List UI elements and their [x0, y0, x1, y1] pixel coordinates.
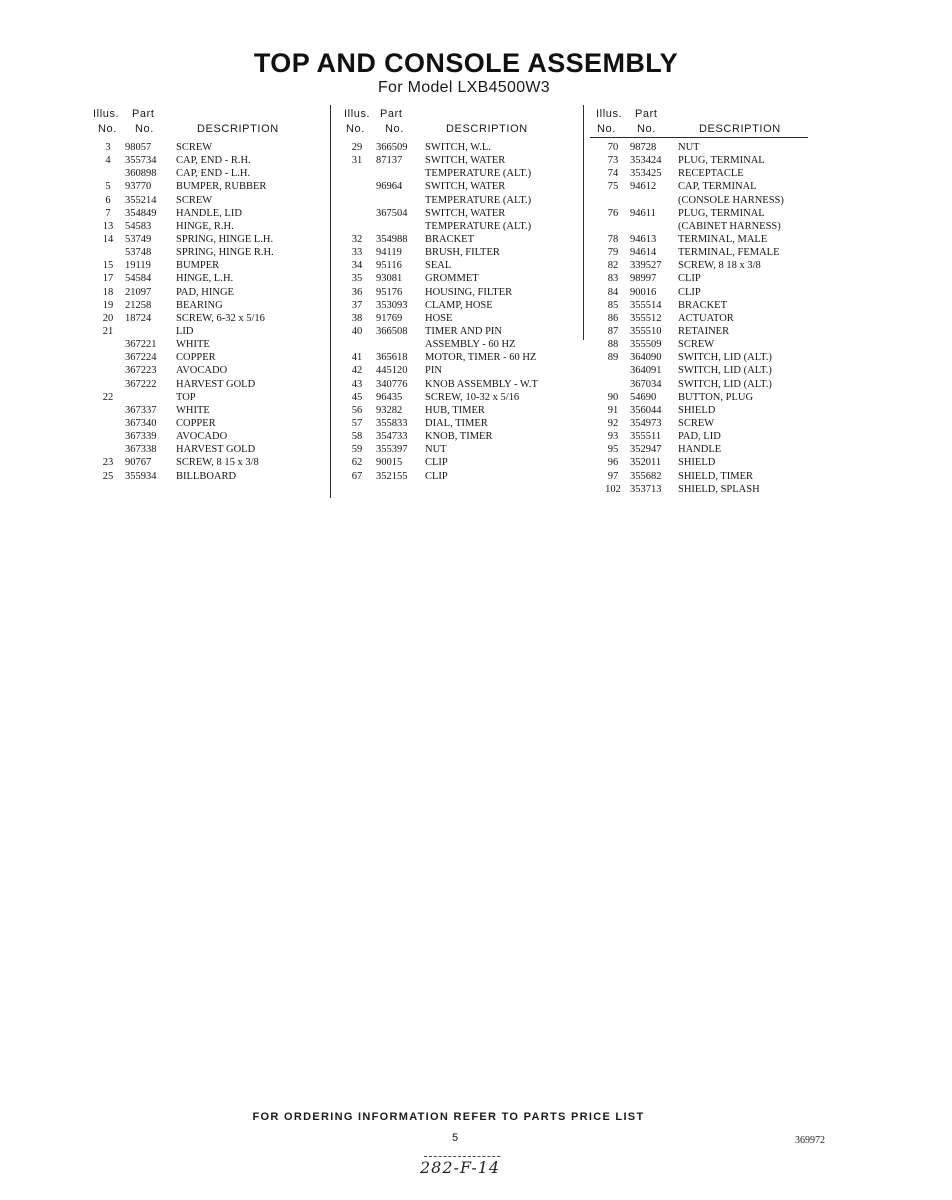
illus-number: 22 — [102, 391, 114, 403]
part-number: 54690 — [630, 391, 657, 403]
part-description: HARVEST GOLD — [176, 444, 256, 456]
part-number: 98728 — [630, 142, 657, 153]
illus-number: 97 — [607, 470, 619, 482]
illus-number: 67 — [351, 470, 363, 482]
part-number: 367340 — [125, 417, 157, 429]
part-number: 355214 — [125, 194, 157, 206]
page-title: TOP AND CONSOLE ASSEMBLY — [253, 48, 679, 78]
illus-number: 38 — [351, 312, 363, 324]
part-description: HOUSING, FILTER — [425, 286, 513, 298]
part-number: 353424 — [630, 155, 662, 167]
illus-number: 25 — [102, 470, 114, 482]
part-description: PAD, HINGE — [176, 286, 234, 298]
part-number: 367222 — [125, 378, 157, 390]
part-description: SHIELD — [678, 457, 716, 469]
part-description: PIN — [425, 365, 442, 377]
part-number: 355682 — [630, 470, 662, 482]
part-number: 352155 — [376, 470, 408, 482]
part-number: 94613 — [630, 233, 657, 245]
part-description: HANDLE — [678, 444, 722, 456]
part-description: TERMINAL, FEMALE — [678, 247, 780, 259]
part-description: BEARING — [176, 299, 223, 311]
illus-number: 88 — [607, 339, 619, 351]
part-header-no: No. — [385, 123, 404, 135]
illus-number: 40 — [351, 325, 363, 337]
illus-number: 4 — [105, 155, 111, 167]
illus-number: 78 — [607, 233, 619, 245]
part-description: CLAMP, HOSE — [425, 299, 493, 311]
part-description: DIAL, TIMER — [425, 417, 488, 429]
illus-number: 95 — [607, 444, 619, 456]
part-description: KNOB, TIMER — [425, 431, 493, 443]
part-description: TIMER AND PIN — [425, 325, 503, 337]
part-number: 356044 — [630, 404, 662, 416]
part-description: HINGE, L.H. — [176, 273, 234, 285]
part-number: 53748 — [125, 247, 152, 259]
illus-number: 86 — [607, 312, 619, 324]
part-number: 354988 — [376, 233, 408, 245]
part-description: SWITCH, WATER — [425, 207, 506, 219]
part-number: 355514 — [630, 299, 662, 311]
part-number: 354973 — [630, 417, 662, 429]
part-description: SCREW, 10-32 x 5/16 — [425, 391, 520, 403]
part-number: 352947 — [630, 444, 662, 456]
illus-number: 36 — [351, 286, 363, 298]
illus-number: 70 — [607, 142, 619, 153]
part-description: HOSE — [425, 312, 453, 324]
part-description: CLIP — [425, 457, 448, 469]
illus-number: 90 — [607, 391, 619, 403]
part-description: MOTOR, TIMER - 60 HZ — [425, 352, 537, 364]
illus-number: 45 — [351, 391, 363, 403]
illus-number: 43 — [351, 378, 363, 390]
part-number: 96435 — [376, 391, 403, 403]
illus-number: 56 — [351, 404, 363, 416]
illus-number: 75 — [607, 181, 619, 193]
part-number: 445120 — [376, 365, 408, 377]
part-description: SPRING, HINGE R.H. — [176, 247, 274, 259]
illus-header-no: No. — [597, 123, 616, 135]
part-number: 355833 — [376, 417, 408, 429]
illus-number: 23 — [102, 457, 114, 469]
illus-number: 84 — [607, 286, 619, 298]
illus-number: 58 — [351, 431, 363, 443]
illus-header-no: No. — [346, 123, 365, 135]
illus-number: 15 — [102, 260, 114, 272]
part-description: PLUG, TERMINAL — [678, 207, 765, 219]
illus-number: 6 — [105, 194, 111, 206]
part-description: SCREW — [678, 339, 715, 351]
header-rule — [590, 137, 808, 138]
part-number: 94614 — [630, 247, 657, 259]
illus-number: 96 — [607, 457, 619, 469]
part-description: WHITE — [176, 404, 210, 416]
part-description: SWITCH, LID (ALT.) — [678, 378, 772, 390]
part-number: 93081 — [376, 273, 403, 285]
part-number: 367223 — [125, 365, 157, 377]
part-number: 54584 — [125, 273, 152, 285]
illus-number: 41 — [351, 352, 363, 364]
part-description: COPPER — [176, 352, 216, 364]
part-number: 94612 — [630, 181, 657, 193]
part-description: CLIP — [678, 273, 701, 285]
part-description: SCREW, 8 18 x 3/8 — [678, 260, 761, 272]
part-number: 98997 — [630, 273, 657, 285]
part-number: 53749 — [125, 233, 152, 245]
part-number: 367338 — [125, 444, 157, 456]
illus-number: 17 — [102, 273, 114, 285]
part-number: 354733 — [376, 431, 408, 443]
part-description: TEMPERATURE (ALT.) — [425, 220, 532, 232]
part-description: SCREW — [176, 194, 213, 206]
illus-number: 29 — [351, 142, 363, 153]
part-description: SCREW, 6-32 x 5/16 — [176, 312, 265, 324]
part-description: SCREW — [176, 142, 213, 153]
illus-number: 73 — [607, 155, 619, 167]
part-number: 98057 — [125, 142, 152, 153]
description-header: DESCRIPTION — [699, 123, 781, 135]
part-description: GROMMET — [425, 273, 479, 285]
part-number: 90016 — [630, 286, 657, 298]
part-header-no: No. — [637, 123, 656, 135]
part-number: 367504 — [376, 207, 408, 219]
illus-number: 34 — [351, 260, 363, 272]
part-number: 96964 — [376, 181, 403, 193]
part-header-top: Part — [380, 108, 403, 120]
illus-number: 20 — [102, 312, 114, 324]
part-number: 19119 — [125, 260, 151, 272]
part-number: 366509 — [376, 142, 408, 153]
part-description: AVOCADO — [176, 431, 228, 443]
part-header-top: Part — [132, 108, 155, 120]
part-number: 339527 — [630, 260, 662, 272]
part-description: SWITCH, LID (ALT.) — [678, 365, 772, 377]
part-number: 355510 — [630, 325, 662, 337]
illus-header-top: Illus. — [344, 108, 371, 120]
page-number: 5 — [452, 1132, 459, 1144]
illus-number: 62 — [351, 457, 363, 469]
illus-number: 14 — [102, 233, 114, 245]
illus-number: 87 — [607, 325, 619, 337]
part-description: SWITCH, W.L. — [425, 142, 491, 153]
part-description: SHIELD, SPLASH — [678, 483, 760, 495]
part-number: 364091 — [630, 365, 662, 377]
illus-header-top: Illus. — [93, 108, 120, 120]
document-number: 369972 — [795, 1135, 825, 1146]
part-description: NUT — [678, 142, 700, 153]
illus-header-no: No. — [98, 123, 117, 135]
part-number: 54583 — [125, 220, 152, 232]
part-description: AVOCADO — [176, 365, 228, 377]
part-number: 21097 — [125, 286, 152, 298]
part-description: RETAINER — [678, 325, 730, 337]
part-description: CAP, TERMINAL — [678, 181, 757, 193]
part-description: TEMPERATURE (ALT.) — [425, 168, 532, 180]
illus-number: 89 — [607, 352, 619, 364]
part-description: SEAL — [425, 260, 452, 272]
part-description: HANDLE, LID — [176, 207, 242, 219]
part-description: COPPER — [176, 417, 216, 429]
illus-number: 7 — [105, 207, 111, 219]
part-description: BUTTON, PLUG — [678, 391, 754, 403]
illus-number: 93 — [607, 431, 619, 443]
part-description: (CONSOLE HARNESS) — [678, 194, 784, 206]
description-header: DESCRIPTION — [197, 123, 279, 135]
part-number: 355934 — [125, 470, 157, 482]
description-header: DESCRIPTION — [446, 123, 528, 135]
part-description: SHIELD, TIMER — [678, 470, 754, 482]
part-description: BRUSH, FILTER — [425, 247, 500, 259]
illus-number: 33 — [351, 247, 363, 259]
part-description: HARVEST GOLD — [176, 378, 256, 390]
part-description: (CABINET HARNESS) — [678, 220, 781, 232]
part-number: 365618 — [376, 352, 408, 364]
illus-number: 42 — [351, 365, 363, 377]
part-description: SCREW, 8 15 x 3/8 — [176, 457, 259, 469]
part-number: 367034 — [630, 378, 662, 390]
part-number: 355509 — [630, 339, 662, 351]
part-description: SHIELD — [678, 404, 716, 416]
part-number: 93770 — [125, 181, 152, 193]
handwritten-note: 282-F-14 — [420, 1158, 501, 1177]
part-number: 94611 — [630, 207, 656, 219]
illus-number: 57 — [351, 417, 363, 429]
part-description: CLIP — [425, 470, 448, 482]
ordering-note: FOR ORDERING INFORMATION REFER TO PARTS PRICE LIST — [252, 1111, 645, 1123]
part-number: 367224 — [125, 352, 157, 364]
part-description: CLIP — [678, 286, 701, 298]
part-number: 95176 — [376, 286, 403, 298]
handwritten-mark — [424, 1156, 500, 1157]
part-description: KNOB ASSEMBLY - W.T — [425, 378, 538, 390]
part-description: CAP, END - R.H. — [176, 155, 251, 167]
illus-number: 21 — [102, 325, 114, 337]
part-description: TERMINAL, MALE — [678, 233, 768, 245]
part-number: 18724 — [125, 312, 152, 324]
illus-number: 83 — [607, 273, 619, 285]
illus-number: 37 — [351, 299, 363, 311]
illus-number: 91 — [607, 404, 619, 416]
illus-number: 85 — [607, 299, 619, 311]
part-description: ACTUATOR — [678, 312, 734, 324]
part-description: PLUG, TERMINAL — [678, 155, 765, 167]
part-number: 90767 — [125, 457, 152, 469]
illus-number: 82 — [607, 260, 619, 272]
part-number: 355511 — [630, 431, 662, 443]
illus-number: 5 — [105, 181, 111, 193]
part-number: 353425 — [630, 168, 662, 180]
part-description: CAP, END - L.H. — [176, 168, 251, 180]
part-description: LID — [176, 325, 194, 337]
part-description: BUMPER, RUBBER — [176, 181, 267, 193]
part-number: 354849 — [125, 207, 157, 219]
illus-number: 31 — [351, 155, 363, 167]
part-description: SCREW — [678, 417, 715, 429]
part-number: 353093 — [376, 299, 408, 311]
illus-number: 35 — [351, 273, 363, 285]
part-description: BRACKET — [678, 299, 728, 311]
part-description: ASSEMBLY - 60 HZ — [425, 339, 516, 351]
illus-number: 32 — [351, 233, 363, 245]
part-number: 95116 — [376, 260, 402, 272]
illus-number: 79 — [607, 247, 619, 259]
illus-number: 76 — [607, 207, 619, 219]
part-header-no: No. — [135, 123, 154, 135]
part-description: BUMPER — [176, 260, 220, 272]
model-subtitle: For Model LXB4500W3 — [377, 79, 550, 96]
part-number: 367221 — [125, 339, 157, 351]
column-divider — [330, 105, 331, 498]
illus-number: 19 — [102, 299, 114, 311]
illus-number: 18 — [102, 286, 114, 298]
part-number: 21258 — [125, 299, 152, 311]
part-description: SWITCH, WATER — [425, 155, 506, 167]
part-description: PAD, LID — [678, 431, 721, 443]
part-description: SPRING, HINGE L.H. — [176, 233, 274, 245]
part-description: SWITCH, WATER — [425, 181, 506, 193]
illus-number: 92 — [607, 417, 619, 429]
part-number: 90015 — [376, 457, 403, 469]
part-number: 93282 — [376, 404, 403, 416]
part-number: 360898 — [125, 168, 157, 180]
part-number: 364090 — [630, 352, 662, 364]
part-number: 367339 — [125, 431, 157, 443]
illus-number: 13 — [102, 220, 114, 232]
part-description: HUB, TIMER — [425, 404, 485, 416]
part-number: 91769 — [376, 312, 403, 324]
part-number: 352011 — [630, 457, 662, 469]
illus-number: 3 — [105, 142, 111, 153]
part-number: 355512 — [630, 312, 662, 324]
part-number: 355734 — [125, 155, 157, 167]
part-description: RECEPTACLE — [678, 168, 744, 180]
part-description: TOP — [176, 391, 196, 403]
part-description: WHITE — [176, 339, 210, 351]
part-number: 366508 — [376, 325, 408, 337]
part-number: 94119 — [376, 247, 402, 259]
part-description: BILLBOARD — [176, 470, 237, 482]
illus-number: 102 — [605, 483, 621, 495]
part-number: 355397 — [376, 444, 408, 456]
illus-header-top: Illus. — [596, 108, 623, 120]
part-number: 353713 — [630, 483, 662, 495]
part-description: HINGE, R.H. — [176, 220, 234, 232]
part-description: NUT — [425, 444, 447, 456]
part-number: 87137 — [376, 155, 403, 167]
illus-number: 59 — [351, 444, 363, 456]
part-description: TEMPERATURE (ALT.) — [425, 194, 532, 206]
part-number: 340776 — [376, 378, 408, 390]
part-number: 367337 — [125, 404, 157, 416]
part-description: SWITCH, LID (ALT.) — [678, 352, 772, 364]
part-description: BRACKET — [425, 233, 475, 245]
illus-number: 74 — [607, 168, 619, 180]
column-divider — [583, 105, 584, 340]
part-header-top: Part — [635, 108, 658, 120]
